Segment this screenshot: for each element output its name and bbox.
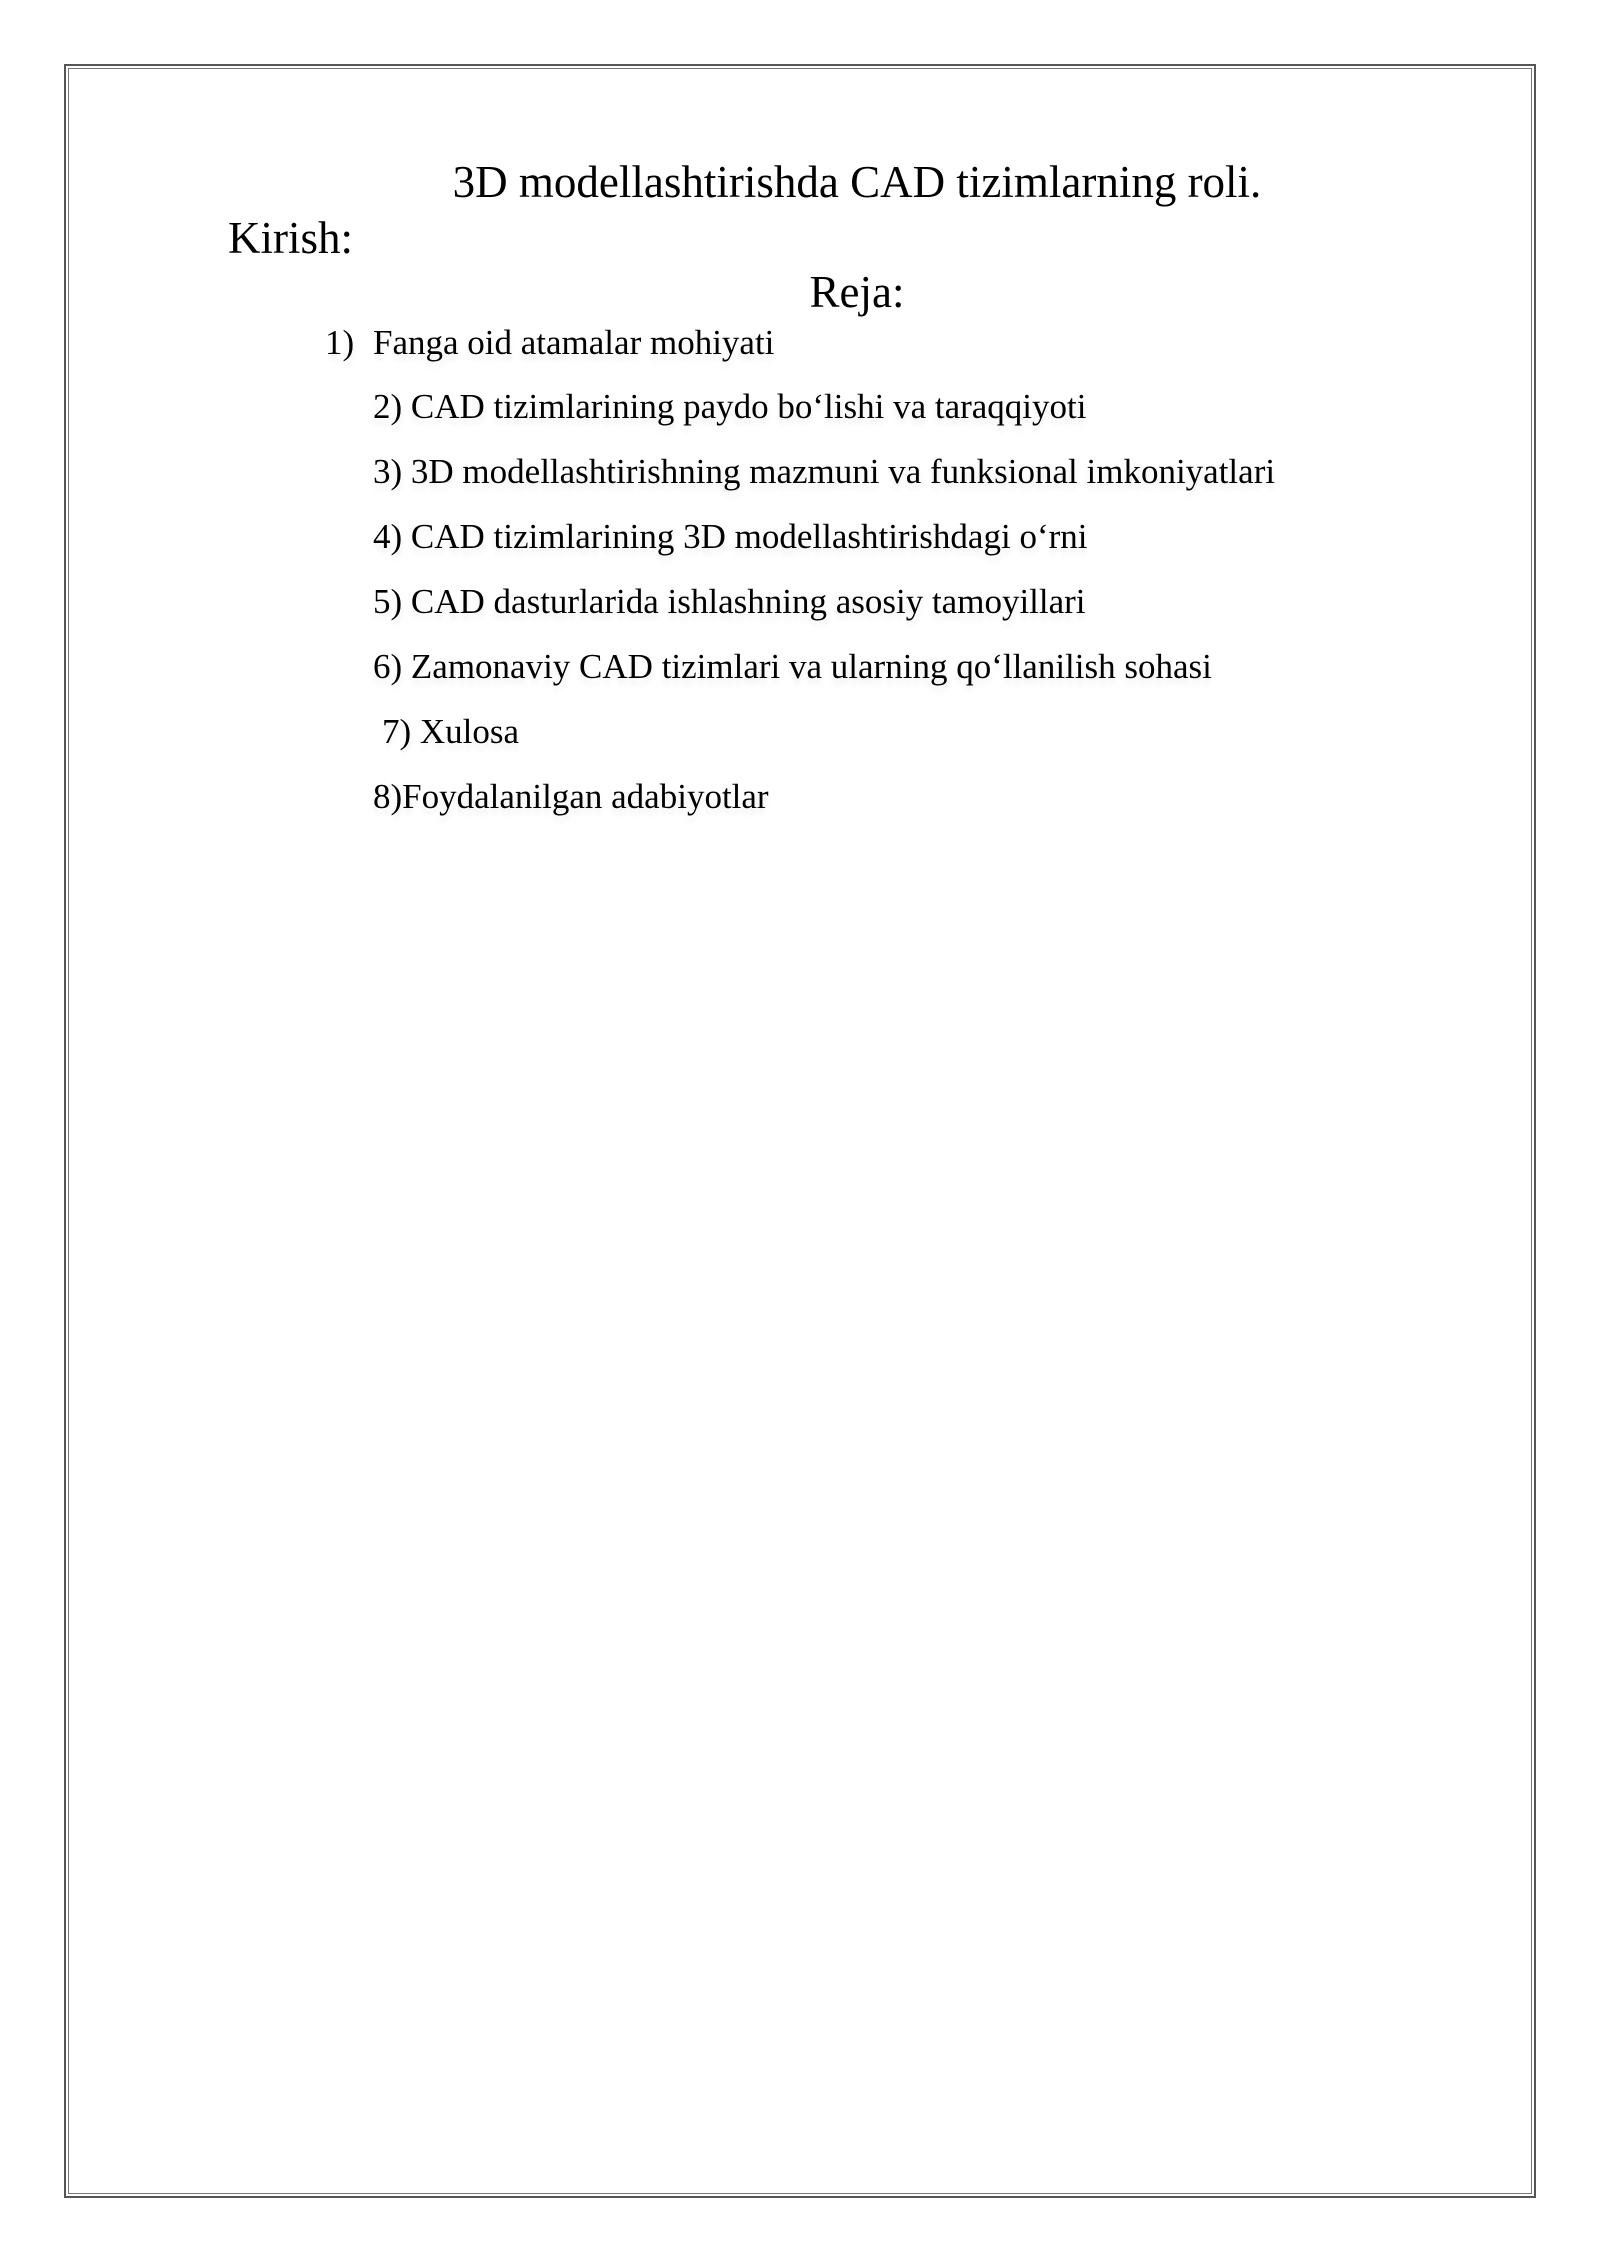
- document-title: 3D modellashtirishda CAD tizimlarning roli.: [452, 157, 1262, 207]
- plan-item-text: 4) CAD tizimlarining 3D modellashtirishdagi o‘rni: [373, 517, 1088, 556]
- plan-item-number: 1): [325, 323, 355, 362]
- plan-item-text: 8)Foydalanilgan adabiyotlar: [373, 777, 769, 816]
- intro-heading: Kirish:: [228, 213, 354, 263]
- plan-item-3: [373, 449, 1275, 495]
- plan-item-text: 2) CAD tizimlarining paydo bo‘lishi va taraqqiyoti: [373, 387, 1087, 426]
- plan-heading: Reja:: [809, 267, 905, 317]
- plan-item-2: [373, 384, 1086, 430]
- plan-item-8: [373, 774, 769, 820]
- plan-item-4: [373, 514, 1087, 560]
- plan-item-text: 7) Xulosa: [382, 712, 520, 751]
- plan-item-text: 6) Zamonaviy CAD tizimlari va ularning qo‘llanilish sohasi: [373, 647, 1212, 686]
- plan-item-text: 3) 3D modellashtirishning mazmuni va funksional imkoniyatlari: [373, 452, 1276, 491]
- plan-item-7: [382, 709, 519, 755]
- plan-item-1: [325, 320, 774, 366]
- plan-item-5: [373, 579, 1086, 625]
- plan-item-text: 5) CAD dasturlarida ishlashning asosiy tamoyillari: [373, 582, 1086, 621]
- plan-item-6: [373, 644, 1212, 690]
- plan-item-text: Fanga oid atamalar mohiyati: [373, 323, 775, 362]
